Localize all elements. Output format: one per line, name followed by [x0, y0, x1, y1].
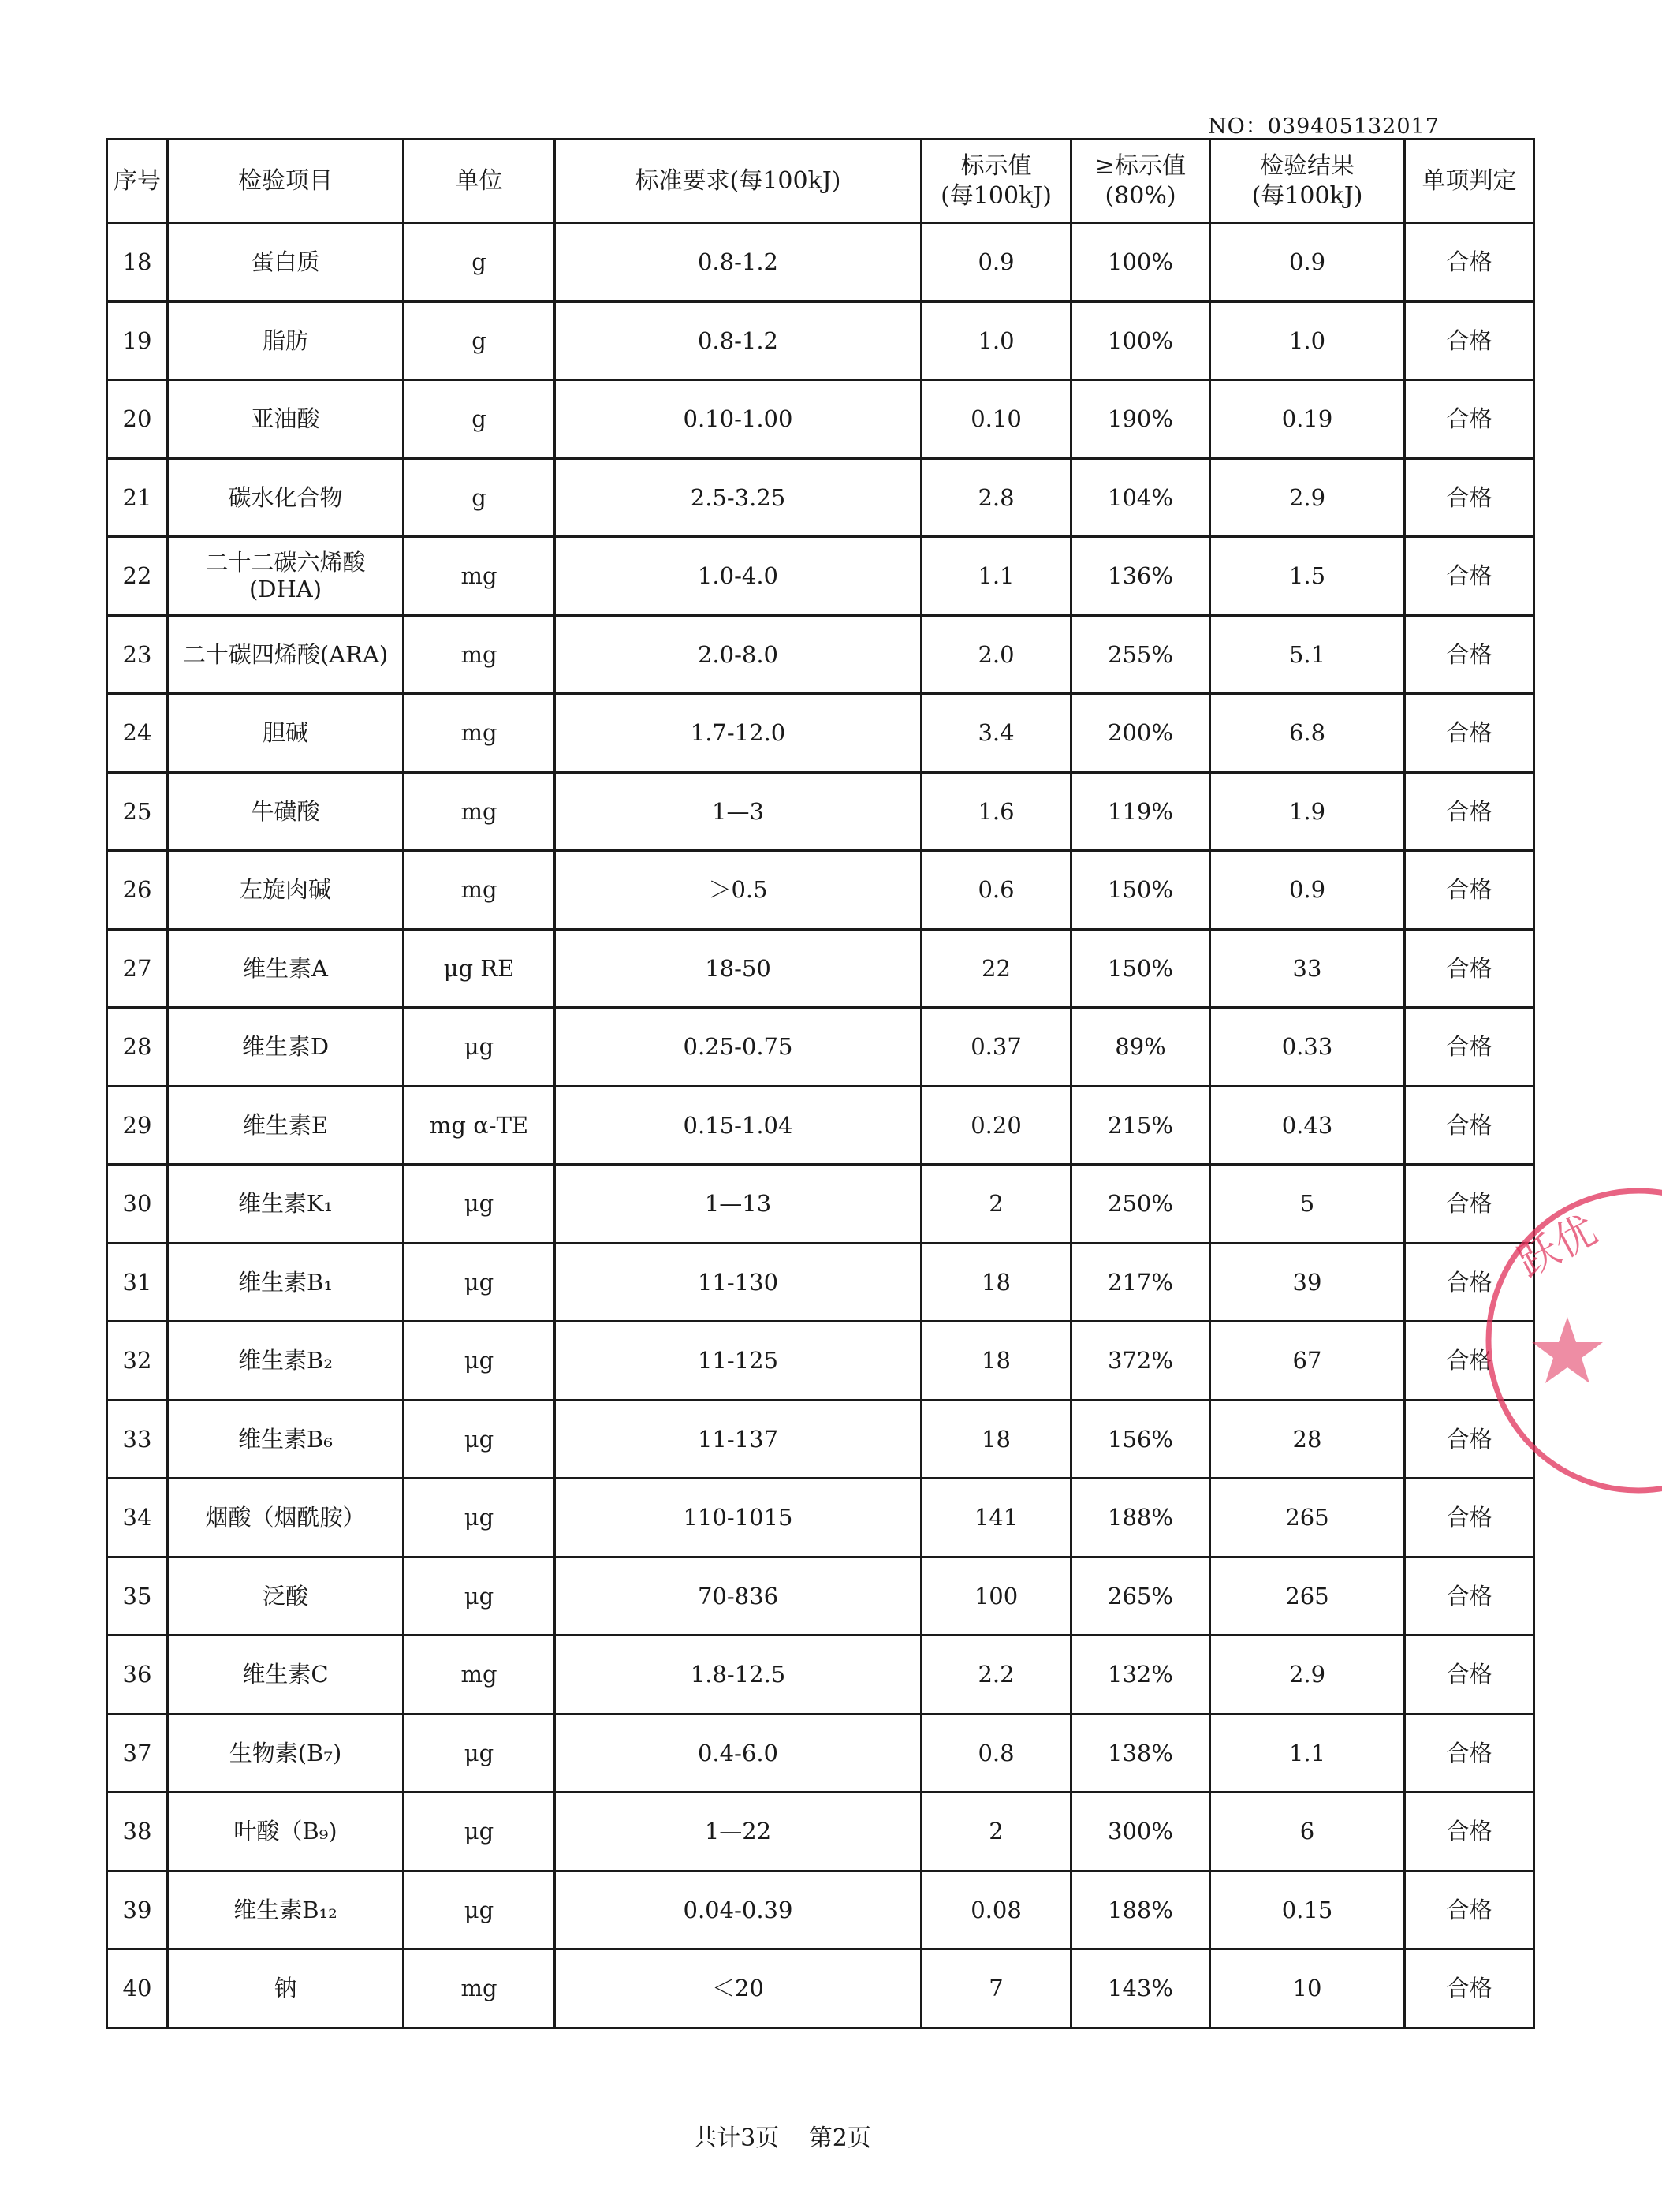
- standard-requirement-cell: 0.04-0.39: [555, 1871, 922, 1949]
- standard-requirement-cell: 110-1015: [555, 1479, 922, 1557]
- table-row: [107, 1949, 1534, 2028]
- test-item-cell: [168, 1871, 404, 1949]
- test-result-cell: 5.1: [1210, 615, 1405, 694]
- judgement-cell: 合格: [1405, 537, 1534, 616]
- row-number-cell: 24: [107, 694, 168, 773]
- percent-of-label-cell: 265%: [1071, 1557, 1210, 1636]
- test-result-cell: 1.9: [1210, 772, 1405, 851]
- label-value-cell: 1.0: [922, 301, 1071, 380]
- row-number-cell: 33: [107, 1400, 168, 1479]
- header-percent: [1071, 140, 1210, 223]
- test-item-text: 胆碱: [262, 719, 308, 747]
- test-result-cell: 5: [1210, 1165, 1405, 1244]
- test-item-cell: [168, 301, 404, 380]
- percent-of-label-cell: 156%: [1071, 1400, 1210, 1479]
- standard-requirement-cell: 70-836: [555, 1557, 922, 1636]
- percent-of-label-cell: 100%: [1071, 223, 1210, 302]
- test-result-cell: 2.9: [1210, 1636, 1405, 1714]
- judgement-cell: 合格: [1405, 458, 1534, 537]
- judgement-cell: 合格: [1405, 1792, 1534, 1871]
- test-item-cell: [168, 1479, 404, 1557]
- percent-of-label-cell: 119%: [1071, 772, 1210, 851]
- label-value-cell: 0.20: [922, 1086, 1071, 1165]
- unit-cell: μg: [404, 1322, 555, 1401]
- label-value-cell: 2: [922, 1165, 1071, 1244]
- label-value-cell: 0.8: [922, 1714, 1071, 1792]
- percent-of-label-cell: 138%: [1071, 1714, 1210, 1792]
- judgement-cell: 合格: [1405, 1243, 1534, 1322]
- test-item-cell: [168, 851, 404, 930]
- standard-requirement-cell: 1—13: [555, 1165, 922, 1244]
- test-item-text: 脂肪: [262, 326, 308, 354]
- table-row: [107, 1557, 1534, 1636]
- label-value-cell: 0.37: [922, 1008, 1071, 1087]
- standard-requirement-cell: 0.4-6.0: [555, 1714, 922, 1792]
- row-number-cell: 36: [107, 1636, 168, 1714]
- label-value-cell: 0.08: [922, 1871, 1071, 1949]
- header-text: 序号: [114, 166, 161, 195]
- test-item-cell: [168, 1949, 404, 2028]
- header-text: ≥标示值: [1094, 151, 1187, 180]
- table-row: [107, 1871, 1534, 1949]
- standard-requirement-cell: 0.8-1.2: [555, 223, 922, 302]
- table-row: [107, 1714, 1534, 1792]
- row-number-cell: 26: [107, 851, 168, 930]
- table-row: [107, 1400, 1534, 1479]
- test-item-text: 二十碳四烯酸(ARA): [182, 640, 389, 668]
- percent-of-label-cell: 372%: [1071, 1322, 1210, 1401]
- header-text: 单位: [455, 166, 503, 195]
- unit-cell: μg: [404, 1871, 555, 1949]
- test-item-text: 碳水化合物: [228, 483, 343, 511]
- test-item-text: 维生素C: [242, 1661, 329, 1688]
- standard-requirement-cell: 0.15-1.04: [555, 1086, 922, 1165]
- standard-requirement-cell: 1.7-12.0: [555, 694, 922, 773]
- test-item-cell: [168, 1400, 404, 1479]
- report-number: NO：039405132017: [1208, 114, 1440, 139]
- label-value-cell: 1.1: [922, 537, 1071, 616]
- percent-of-label-cell: 217%: [1071, 1243, 1210, 1322]
- test-item-text: 叶酸（B₉): [233, 1818, 337, 1845]
- judgement-cell: 合格: [1405, 380, 1534, 459]
- unit-cell: μg: [404, 1792, 555, 1871]
- test-item-cell: [168, 615, 404, 694]
- label-value-cell: 0.9: [922, 223, 1071, 302]
- table-header-row: [107, 140, 1534, 223]
- percent-of-label-cell: 89%: [1071, 1008, 1210, 1087]
- judgement-cell: 合格: [1405, 301, 1534, 380]
- table-row: [107, 1636, 1534, 1714]
- header-item: [168, 140, 404, 223]
- judgement-cell: 合格: [1405, 1871, 1534, 1949]
- standard-requirement-cell: 1.0-4.0: [555, 537, 922, 616]
- total-pages: 共计3页: [693, 2124, 780, 2152]
- label-value-cell: 18: [922, 1322, 1071, 1401]
- test-item-cell: [168, 537, 404, 616]
- row-number-cell: 22: [107, 537, 168, 616]
- unit-cell: μg: [404, 1400, 555, 1479]
- percent-of-label-cell: 100%: [1071, 301, 1210, 380]
- percent-of-label-cell: 255%: [1071, 615, 1210, 694]
- table-row: [107, 537, 1534, 616]
- header-text: (每100kJ): [941, 181, 1052, 210]
- test-item-cell: [168, 929, 404, 1008]
- test-result-cell: 2.9: [1210, 458, 1405, 537]
- test-result-cell: 39: [1210, 1243, 1405, 1322]
- judgement-cell: 合格: [1405, 929, 1534, 1008]
- percent-of-label-cell: 190%: [1071, 380, 1210, 459]
- test-item-cell: [168, 1792, 404, 1871]
- standard-requirement-cell: 1—22: [555, 1792, 922, 1871]
- row-number-cell: 39: [107, 1871, 168, 1949]
- judgement-cell: 合格: [1405, 851, 1534, 930]
- percent-of-label-cell: 143%: [1071, 1949, 1210, 2028]
- test-item-text: 维生素E: [242, 1111, 329, 1139]
- test-item-text: 维生素B₆: [238, 1425, 333, 1453]
- test-item-cell: [168, 1008, 404, 1087]
- table-body: [107, 223, 1534, 2028]
- standard-requirement-cell: 1.8-12.5: [555, 1636, 922, 1714]
- test-result-cell: 33: [1210, 929, 1405, 1008]
- row-number-cell: 29: [107, 1086, 168, 1165]
- table-row: [107, 615, 1534, 694]
- header-text: 标示值: [960, 151, 1032, 180]
- table-row: [107, 223, 1534, 302]
- test-result-cell: 10: [1210, 1949, 1405, 2028]
- table-row: [107, 1792, 1534, 1871]
- judgement-cell: 合格: [1405, 1165, 1534, 1244]
- percent-of-label-cell: 136%: [1071, 537, 1210, 616]
- row-number-cell: 21: [107, 458, 168, 537]
- header-text: 单项判定: [1422, 166, 1517, 195]
- standard-requirement-cell: 11-137: [555, 1400, 922, 1479]
- test-item-text: (DHA): [248, 576, 322, 603]
- judgement-cell: 合格: [1405, 1322, 1534, 1401]
- header-result: [1210, 140, 1405, 223]
- test-result-cell: 0.9: [1210, 851, 1405, 930]
- test-item-text: 生物素(B₇): [229, 1739, 342, 1766]
- percent-of-label-cell: 188%: [1071, 1479, 1210, 1557]
- unit-cell: mg α-TE: [404, 1086, 555, 1165]
- judgement-cell: 合格: [1405, 1557, 1534, 1636]
- test-item-text: 泛酸: [262, 1582, 308, 1610]
- percent-of-label-cell: 132%: [1071, 1636, 1210, 1714]
- label-value-cell: 7: [922, 1949, 1071, 2028]
- label-value-cell: 2.8: [922, 458, 1071, 537]
- table-row: [107, 458, 1534, 537]
- test-result-cell: 0.43: [1210, 1086, 1405, 1165]
- standard-requirement-cell: 1—3: [555, 772, 922, 851]
- judgement-cell: 合格: [1405, 1008, 1534, 1087]
- judgement-cell: 合格: [1405, 1400, 1534, 1479]
- table-row: [107, 1322, 1534, 1401]
- unit-cell: μg: [404, 1165, 555, 1244]
- unit-cell: mg: [404, 694, 555, 773]
- label-value-cell: 3.4: [922, 694, 1071, 773]
- row-number-cell: 19: [107, 301, 168, 380]
- test-result-cell: 0.33: [1210, 1008, 1405, 1087]
- test-item-cell: [168, 458, 404, 537]
- standard-requirement-cell: 2.5-3.25: [555, 458, 922, 537]
- row-number-cell: 38: [107, 1792, 168, 1871]
- judgement-cell: 合格: [1405, 772, 1534, 851]
- test-item-text: 维生素D: [241, 1033, 330, 1061]
- unit-cell: μg: [404, 1008, 555, 1087]
- table-row: [107, 929, 1534, 1008]
- test-item-cell: [168, 772, 404, 851]
- label-value-cell: 2.2: [922, 1636, 1071, 1714]
- standard-requirement-cell: 11-125: [555, 1322, 922, 1401]
- test-item-cell: [168, 1557, 404, 1636]
- standard-requirement-cell: 18-50: [555, 929, 922, 1008]
- unit-cell: mg: [404, 537, 555, 616]
- test-item-text: 牛磺酸: [251, 797, 320, 825]
- header-unit: [404, 140, 555, 223]
- label-value-cell: 2.0: [922, 615, 1071, 694]
- standard-requirement-cell: ＜20: [555, 1949, 922, 2028]
- test-result-cell: 0.15: [1210, 1871, 1405, 1949]
- test-result-cell: 1.0: [1210, 301, 1405, 380]
- table-row: [107, 851, 1534, 930]
- test-item-cell: [168, 380, 404, 459]
- unit-cell: μg: [404, 1479, 555, 1557]
- test-result-cell: 1.1: [1210, 1714, 1405, 1792]
- label-value-cell: 141: [922, 1479, 1071, 1557]
- header-judgement: [1405, 140, 1534, 223]
- header-text: (80%): [1105, 181, 1176, 210]
- unit-cell: mg: [404, 851, 555, 930]
- percent-of-label-cell: 150%: [1071, 929, 1210, 1008]
- percent-of-label-cell: 188%: [1071, 1871, 1210, 1949]
- unit-cell: g: [404, 301, 555, 380]
- row-number-cell: 20: [107, 380, 168, 459]
- percent-of-label-cell: 250%: [1071, 1165, 1210, 1244]
- test-item-cell: [168, 1322, 404, 1401]
- test-item-text: 钠: [274, 1975, 297, 2002]
- table-row: [107, 772, 1534, 851]
- test-item-text: 维生素B₁₂: [233, 1896, 337, 1923]
- row-number-cell: 32: [107, 1322, 168, 1401]
- standard-requirement-cell: ＞0.5: [555, 851, 922, 930]
- row-number-cell: 28: [107, 1008, 168, 1087]
- test-item-cell: [168, 1086, 404, 1165]
- row-number-cell: 27: [107, 929, 168, 1008]
- test-result-cell: 0.19: [1210, 380, 1405, 459]
- percent-of-label-cell: 150%: [1071, 851, 1210, 930]
- standard-requirement-cell: 2.0-8.0: [555, 615, 922, 694]
- percent-of-label-cell: 104%: [1071, 458, 1210, 537]
- test-item-text: 烟酸（烟酰胺）: [205, 1504, 366, 1531]
- judgement-cell: 合格: [1405, 1714, 1534, 1792]
- test-item-cell: [168, 1714, 404, 1792]
- judgement-cell: 合格: [1405, 1086, 1534, 1165]
- table-row: [107, 1243, 1534, 1322]
- percent-of-label-cell: 215%: [1071, 1086, 1210, 1165]
- test-result-cell: 6.8: [1210, 694, 1405, 773]
- percent-of-label-cell: 200%: [1071, 694, 1210, 773]
- header-standard: [555, 140, 922, 223]
- test-item-cell: [168, 223, 404, 302]
- judgement-cell: 合格: [1405, 223, 1534, 302]
- judgement-cell: 合格: [1405, 615, 1534, 694]
- standard-requirement-cell: 11-130: [555, 1243, 922, 1322]
- test-result-cell: 265: [1210, 1479, 1405, 1557]
- percent-of-label-cell: 300%: [1071, 1792, 1210, 1871]
- header-text: 检验结果: [1260, 151, 1355, 180]
- test-result-cell: 0.9: [1210, 223, 1405, 302]
- table-row: [107, 1479, 1534, 1557]
- standard-requirement-cell: 0.25-0.75: [555, 1008, 922, 1087]
- label-value-cell: 2: [922, 1792, 1071, 1871]
- judgement-cell: 合格: [1405, 1479, 1534, 1557]
- standard-requirement-cell: 0.8-1.2: [555, 301, 922, 380]
- row-number-cell: 34: [107, 1479, 168, 1557]
- header-text: (每100kJ): [1251, 181, 1363, 210]
- table-row: [107, 1008, 1534, 1087]
- table-row: [107, 694, 1534, 773]
- test-item-cell: [168, 1243, 404, 1322]
- test-item-text: 维生素A: [243, 954, 328, 982]
- judgement-cell: 合格: [1405, 1949, 1534, 2028]
- judgement-cell: 合格: [1405, 694, 1534, 773]
- unit-cell: mg: [404, 1636, 555, 1714]
- label-value-cell: 18: [922, 1400, 1071, 1479]
- header-no: [107, 140, 168, 223]
- test-result-cell: 1.5: [1210, 537, 1405, 616]
- label-value-cell: 22: [922, 929, 1071, 1008]
- row-number-cell: 18: [107, 223, 168, 302]
- test-result-cell: 265: [1210, 1557, 1405, 1636]
- test-item-text: 维生素K₁: [237, 1190, 334, 1218]
- test-result-cell: 28: [1210, 1400, 1405, 1479]
- unit-cell: mg: [404, 615, 555, 694]
- test-item-text: 蛋白质: [251, 248, 320, 276]
- table-row: [107, 1165, 1534, 1244]
- header-text: 检验项目: [238, 166, 333, 195]
- test-item-cell: [168, 694, 404, 773]
- table-row: [107, 301, 1534, 380]
- unit-cell: mg: [404, 1949, 555, 2028]
- label-value-cell: 0.6: [922, 851, 1071, 930]
- unit-cell: mg: [404, 772, 555, 851]
- row-number-cell: 37: [107, 1714, 168, 1792]
- label-value-cell: 18: [922, 1243, 1071, 1322]
- unit-cell: μg: [404, 1557, 555, 1636]
- test-item-text: 维生素B₂: [238, 1347, 333, 1375]
- label-value-cell: 100: [922, 1557, 1071, 1636]
- test-item-text: 左旋肉碱: [239, 876, 331, 904]
- page-footer: [0, 2118, 1564, 2153]
- row-number-cell: 31: [107, 1243, 168, 1322]
- unit-cell: μg RE: [404, 929, 555, 1008]
- row-number-cell: 23: [107, 615, 168, 694]
- row-number-cell: 40: [107, 1949, 168, 2028]
- header-text: 标准要求(每100kJ): [635, 166, 841, 195]
- unit-cell: μg: [404, 1714, 555, 1792]
- header-label-value: [922, 140, 1071, 223]
- standard-requirement-cell: 0.10-1.00: [555, 380, 922, 459]
- test-item-text: 亚油酸: [251, 405, 320, 433]
- row-number-cell: 35: [107, 1557, 168, 1636]
- judgement-cell: 合格: [1405, 1636, 1534, 1714]
- test-results-table: [106, 138, 1535, 2029]
- row-number-cell: 25: [107, 772, 168, 851]
- unit-cell: g: [404, 380, 555, 459]
- test-item-text: 二十二碳六烯酸: [205, 549, 366, 576]
- current-page: 第2页: [808, 2124, 871, 2152]
- label-value-cell: 1.6: [922, 772, 1071, 851]
- row-number-cell: 30: [107, 1165, 168, 1244]
- table-row: [107, 1086, 1534, 1165]
- test-item-text: 维生素B₁: [238, 1268, 333, 1296]
- unit-cell: g: [404, 458, 555, 537]
- label-value-cell: 0.10: [922, 380, 1071, 459]
- test-item-cell: [168, 1636, 404, 1714]
- test-item-cell: [168, 1165, 404, 1244]
- table-row: [107, 380, 1534, 459]
- test-result-cell: 67: [1210, 1322, 1405, 1401]
- unit-cell: μg: [404, 1243, 555, 1322]
- svg-text:跃优: 跃优: [1509, 1206, 1604, 1287]
- test-result-cell: 6: [1210, 1792, 1405, 1871]
- unit-cell: g: [404, 223, 555, 302]
